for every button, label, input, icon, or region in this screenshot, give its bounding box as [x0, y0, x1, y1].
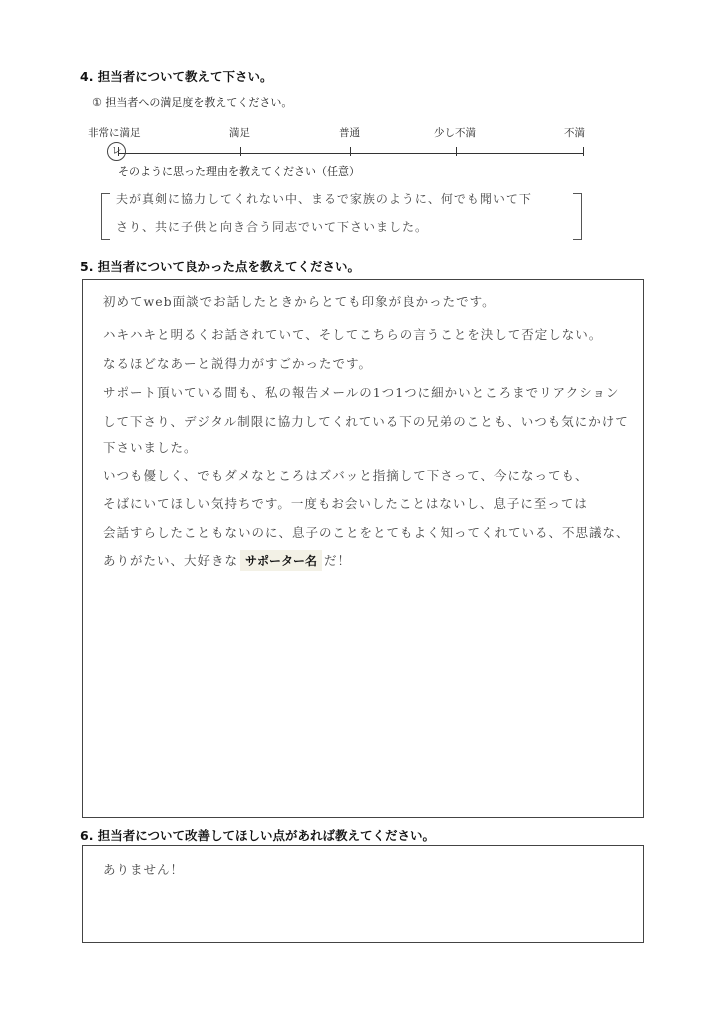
good-points-line-5: して下さり、デジタル制限に協力してくれている下の兄弟のことも、いつも気にかけて	[103, 414, 629, 429]
reason-label: そのように思った理由を教えてください（任意）	[118, 165, 360, 178]
scale-label-satisfied: 満足	[229, 127, 250, 139]
good-points-line-3: なるほどなあーと説得力がすごかったです。	[103, 356, 373, 371]
supporter-name-redaction: サポーター名	[240, 550, 322, 571]
good-points-line-1: 初めてweb面談でお話したときからとても印象が良かったです。	[103, 294, 496, 309]
scale-tick	[583, 147, 584, 156]
good-points-line-6: 下さいました。	[103, 440, 198, 455]
scale-tick	[456, 147, 457, 156]
scale-label-dissatisfied: 不満	[564, 127, 585, 139]
good-points-line-4: サポート頂いている間も、私の報告メールの1つ1つに細かいところまでリアクション	[103, 385, 620, 400]
scale-line	[118, 153, 584, 154]
selected-mark: レ	[107, 142, 126, 161]
satisfaction-question: ① 担当者への満足度を教えてください。	[92, 96, 293, 109]
scale-tick	[350, 147, 351, 156]
improvement-answer: ありません！	[103, 862, 185, 877]
good-points-line-10	[103, 550, 351, 571]
section6-title: 6. 担当者について改善してほしい点があれば教えてください。	[80, 828, 436, 843]
good-points-line-8: そばにいてほしい気持ちです。一度もお会いしたことはないし、息子に至っては	[103, 496, 588, 511]
reason-bracket-left	[101, 193, 110, 240]
reason-bracket-right	[573, 193, 582, 240]
scale-label-slightly-dissatisfied: 少し不満	[434, 127, 476, 139]
good-points-line-9: 会話すらしたこともないのに、息子のことをとてもよく知ってくれている、不思議な、	[103, 525, 630, 540]
section5-title: 5. 担当者について良かった点を教えてください。	[80, 259, 361, 274]
reason-line-1: 夫が真剣に協力してくれない中、まるで家族のように、何でも聞いて下	[116, 192, 532, 206]
scale-label-neutral: 普通	[339, 127, 360, 139]
section4-title: 4. 担当者について教えて下さい。	[80, 69, 273, 84]
reason-line-2: さり、共に子供と向き合う同志でいて下さいました。	[116, 220, 429, 234]
good-points-last-prefix: ありがたい、大好きな	[103, 553, 239, 568]
good-points-line-2: ハキハキと明るくお話されていて、そしてこちらの言うことを決して否定しない。	[103, 327, 603, 342]
good-points-last-suffix: だ！	[324, 553, 352, 568]
scale-label-very-satisfied: 非常に満足	[88, 127, 141, 139]
good-points-line-7: いつも優しく、でもダメなところはズバッと指摘して下さって、今になっても、	[103, 468, 589, 483]
scale-tick	[240, 147, 241, 156]
